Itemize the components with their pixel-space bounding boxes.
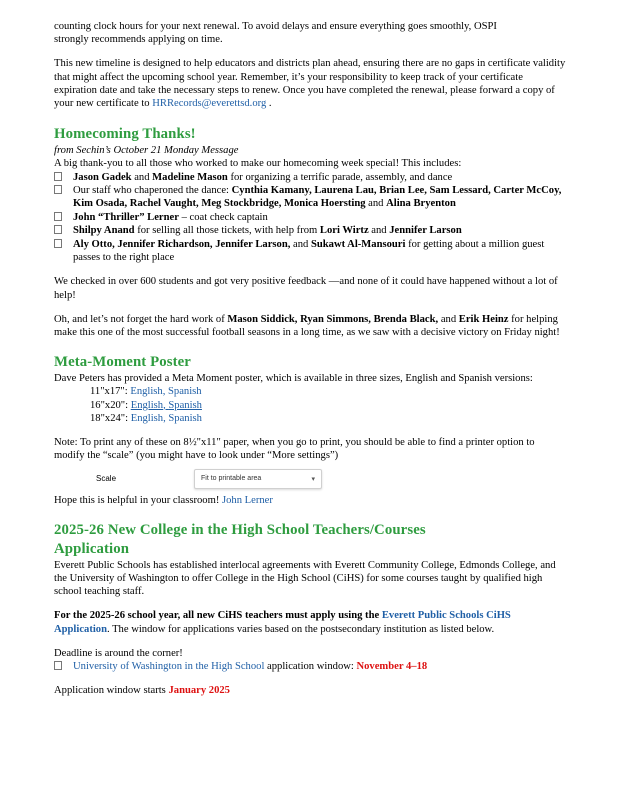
intro-line-2: strongly recommends applying on time. bbox=[54, 34, 223, 46]
window-start-line bbox=[54, 684, 566, 697]
football-paragraph bbox=[54, 313, 566, 339]
bullet-icon bbox=[54, 185, 62, 194]
thanks-text: and bbox=[365, 198, 387, 210]
thanks-text: – coat check captain bbox=[178, 211, 268, 223]
thanks-text: and bbox=[368, 225, 390, 237]
cihs-paragraph: Everett Public Schools has established interlocal agreements with Everett Community College, Edmonds College, and the University of Washington to offer College in the High School (CiHS) for some courses taught by qualified high school teaching staff. bbox=[54, 559, 556, 598]
poster-size-row bbox=[54, 385, 566, 398]
homecoming-lead: A big thank-you to all those who worked to make our homecoming week special! This includes: bbox=[54, 158, 462, 170]
cihs-apply-paragraph bbox=[54, 609, 566, 635]
scale-label: Scale bbox=[96, 474, 117, 483]
football-text: for helping make this one of the most successful football seasons in a long time, as we saw with a decisive victory on Friday night! bbox=[54, 313, 560, 339]
intro-paragraph-2 bbox=[54, 57, 566, 110]
spanish-link[interactable]: Spanish bbox=[168, 399, 202, 411]
thanks-name: Jennifer Larson bbox=[389, 225, 462, 237]
bullet-icon bbox=[54, 661, 62, 670]
cihs-apply-text: . The window for applications varies based on the postsecondary institution as listed below. bbox=[106, 623, 495, 635]
list-item bbox=[54, 211, 566, 224]
hope-text: Hope this is helpful in your classroom! bbox=[54, 494, 223, 506]
football-name-last: Erik Heinz bbox=[458, 313, 509, 325]
list-item bbox=[54, 224, 566, 237]
intro-paragraph-2-text: This new timeline is designed to help educators and districts plan ahead, ensuring there are no gaps in certificate validity that might affect the upcoming school year. Remember, it’s your responsibility to keep track of your certificate expiration date and take the necessary steps to renew. Once you have completed the renewal, please forward a copy of your new certificate to bbox=[54, 58, 566, 110]
list-item bbox=[54, 238, 566, 265]
intro-line-1: counting clock hours for your next renewal. To avoid delays and ensure everything goes smoothly, OSPI bbox=[54, 21, 497, 32]
bullet-icon bbox=[54, 239, 62, 248]
scale-screenshot bbox=[96, 466, 566, 492]
thanks-name: Jason Gadek bbox=[73, 171, 132, 183]
window-start-text: Application window starts bbox=[54, 685, 169, 697]
spanish-link[interactable]: Spanish bbox=[168, 386, 202, 398]
english-link[interactable]: English bbox=[130, 399, 164, 411]
thanks-text: for getting about a million guest passes to the right place bbox=[73, 238, 545, 264]
cihs-list bbox=[54, 660, 566, 673]
uw-window-text: application window: bbox=[264, 660, 357, 672]
bullet-icon bbox=[54, 172, 62, 181]
thanks-name: Sukawt Al-Mansouri bbox=[310, 238, 406, 250]
thanks-text: and bbox=[131, 171, 153, 183]
scale-select-value: Fit to printable area bbox=[201, 475, 262, 482]
cihs-application-link[interactable]: Everett Public Schools CiHS Application bbox=[54, 610, 511, 635]
thanks-name: Aly Otto, Jennifer Richardson, Jennifer Larson, bbox=[73, 238, 291, 250]
english-link[interactable]: English bbox=[130, 386, 163, 398]
thanks-text: for organizing a terrific parade, assembly, and dance bbox=[227, 171, 453, 183]
thanks-text: for selling all those tickets, with help from bbox=[134, 225, 320, 237]
link-separator: , bbox=[162, 386, 169, 398]
list-item bbox=[54, 171, 566, 184]
uw-window-dates: November 4–18 bbox=[356, 660, 428, 672]
homecoming-thanks-list bbox=[54, 171, 566, 265]
poster-size-list bbox=[54, 385, 566, 425]
meta-moment-heading: Meta-Moment Poster bbox=[54, 354, 191, 371]
poster-size-row bbox=[54, 412, 566, 425]
scale-select[interactable] bbox=[194, 469, 322, 489]
thanks-text: and bbox=[290, 238, 311, 250]
checked-in-paragraph: We checked in over 600 students and got very positive feedback —and none of it could have happened without a lot of help! bbox=[54, 276, 558, 301]
poster-size: 18"x24": bbox=[90, 412, 131, 424]
window-start-date: January 2025 bbox=[168, 685, 230, 697]
intro-period: . bbox=[268, 98, 272, 110]
thanks-text: Our staff who chaperoned the dance: bbox=[73, 185, 232, 197]
link-separator: , bbox=[163, 399, 169, 411]
homecoming-heading: Homecoming Thanks! bbox=[54, 126, 196, 143]
signer-link[interactable]: John Lerner bbox=[222, 494, 273, 506]
link-separator: , bbox=[163, 412, 169, 424]
thanks-name: Madeline Mason bbox=[152, 171, 228, 183]
thanks-name: Shilpy Anand bbox=[73, 225, 135, 237]
list-item bbox=[54, 660, 566, 673]
thanks-name: Lori Wirtz bbox=[319, 225, 369, 237]
print-note: Note: To print any of these on 8½"x11" paper, when you go to print, you should be able to find a printer option to modify the “scale” (you might have to look under “More settings”) bbox=[54, 437, 535, 462]
deadline-line: Deadline is around the corner! bbox=[54, 647, 183, 659]
chevron-down-icon: ▾ bbox=[311, 475, 315, 483]
homecoming-byline: from Sechin’s October 21 Monday Message bbox=[54, 145, 239, 157]
meta-moment-lead: Dave Peters has provided a Meta Moment poster, which is available in three sizes, English and Spanish versions: bbox=[54, 373, 533, 385]
thanks-name: Cynthia Kamany, Laurena Lau, Brian Lee, Sam Lessard, Carter McCoy, Kim Osada, Rachel Vaught, Meg Stockbridge, Monica Hoersting bbox=[73, 185, 562, 210]
bullet-icon bbox=[54, 212, 62, 221]
football-text: and bbox=[438, 313, 459, 325]
thanks-name: John “Thriller” Lerner bbox=[73, 211, 179, 223]
hope-line bbox=[54, 494, 566, 507]
cihs-heading: 2025-26 New College in the High School Teachers/Courses Application bbox=[54, 521, 426, 557]
uw-link[interactable]: University of Washington in the High School bbox=[73, 660, 265, 672]
poster-size: 16"x20": bbox=[90, 399, 131, 411]
english-link[interactable]: English bbox=[130, 412, 164, 424]
newsletter-page bbox=[54, 20, 566, 698]
bullet-icon bbox=[54, 225, 62, 234]
thanks-name: Alina Bryenton bbox=[386, 198, 456, 210]
football-text: Oh, and let’s not forget the hard work of bbox=[54, 313, 228, 325]
list-item bbox=[54, 184, 566, 211]
football-names: Mason Siddick, Ryan Simmons, Brenda Black, bbox=[227, 313, 439, 325]
poster-size-row bbox=[54, 399, 566, 412]
spanish-link[interactable]: Spanish bbox=[168, 412, 202, 424]
poster-size: 11"x17": bbox=[90, 386, 131, 398]
hr-email-link[interactable]: HRRecords@everettsd.org bbox=[152, 98, 267, 110]
cihs-apply-lead: For the 2025-26 school year, all new CiHS teachers must apply using the bbox=[54, 610, 382, 622]
